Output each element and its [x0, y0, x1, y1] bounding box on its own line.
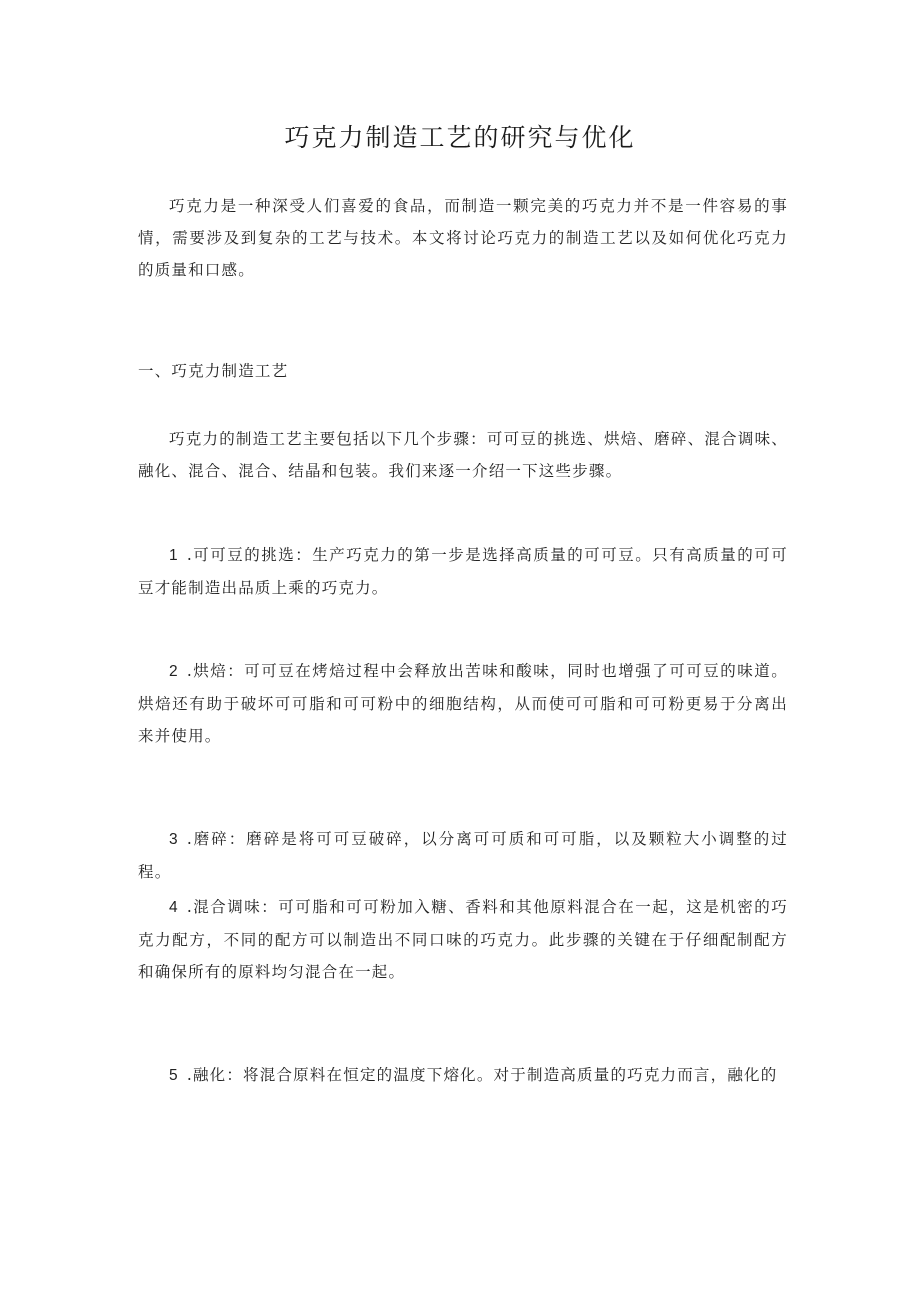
overview-paragraph: 巧克力的制造工艺主要包括以下几个步骤：可可豆的挑选、烘焙、磨碎、混合调味、融化、混合、混合、结晶和包装。我们来逐一介绍一下这些步骤。 [138, 430, 788, 480]
step-1-paragraph [138, 539, 788, 604]
step-3-paragraph [138, 823, 788, 888]
page-title: 巧克力制造工艺的研究与优化 [284, 123, 636, 152]
step-text: .融化：将混合原料在恒定的温度下熔化。对于制造高质量的巧克力而言，融化的 [186, 1066, 778, 1084]
intro-paragraph: 巧克力是一种深受人们喜爱的食品，而制造一颗完美的巧克力并不是一件容易的事情，需要涉及到复杂的工艺与技术。本文将讨论巧克力的制造工艺以及如何优化巧克力的质量和口感。 [138, 197, 788, 279]
step-text: .可可豆的挑选：生产巧克力的第一步是选择高质量的可可豆。只有高质量的可可豆才能制造出品质上乘的巧克力。 [138, 546, 788, 597]
step-number: 5 [169, 1067, 179, 1084]
section-heading: 一、巧克力制造工艺 [138, 362, 289, 380]
step-number: 1 [169, 547, 179, 564]
step-text: .烘焙：可可豆在烤焙过程中会释放出苦味和酸味，同时也增强了可可豆的味道。烘焙还有助于破坏可可脂和可可粉中的细胞结构，从而使可可脂和可可粉更易于分离出来并使用。 [138, 662, 788, 745]
step-2-paragraph [138, 655, 788, 752]
step-number: 4 [169, 899, 179, 916]
step-5-paragraph [138, 1059, 788, 1092]
step-4-paragraph [138, 891, 788, 988]
step-number: 3 [169, 831, 179, 848]
step-text: .磨碎：磨碎是将可可豆破碎，以分离可可质和可可脂，以及颗粒大小调整的过程。 [138, 830, 788, 881]
step-text: .混合调味：可可脂和可可粉加入糖、香料和其他原料混合在一起，这是机密的巧克力配方，不同的配方可以制造出不同口味的巧克力。此步骤的关键在于仔细配制配方和确保所有的原料均匀混合在一起。 [138, 898, 788, 981]
step-number: 2 [169, 663, 179, 680]
